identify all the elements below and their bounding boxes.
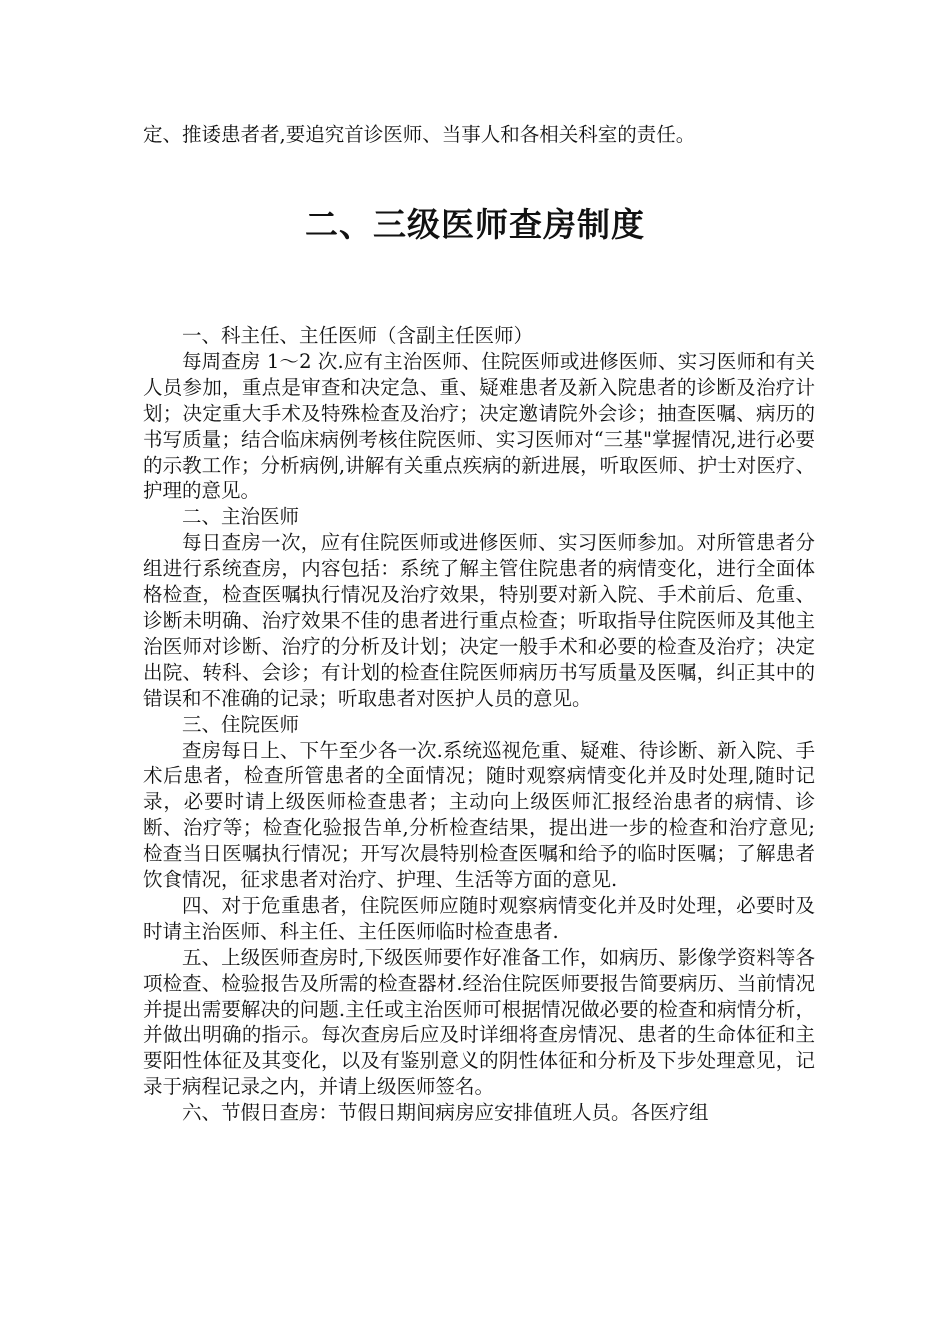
body-text xyxy=(143,323,815,1126)
section-title: 二、三级医师查房制度 xyxy=(305,205,645,244)
subheading-resident-physician: 三、住院医师 xyxy=(182,712,300,736)
paragraph-director-rounds: 每周查房 1～2 次.应有主治医师、住院医师或进修医师、实习医师和有关人员参加，重点是审查和决定急、重、疑难患者及新入院患者的诊断及治疗计划；决定重大手术及特殊检查及治疗；决定邀请院外会诊；抽查医嘱、病历的书写质量；结合临床病例考核住院医师、实习医师对“三基"掌握情况,进行必要的示教工作；分析病例,讲解有关重点疾病的新进展，听取医师、护士对医疗、护理的意见。 xyxy=(143,349,815,503)
paragraph-attending-rounds: 每日查房一次，应有住院医师或进修医师、实习医师参加。对所管患者分组进行系统查房，内容包括：系统了解主管住院患者的病情变化，进行全面体格检查，检查医嘱执行情况及治疗效果，特别要对新入院、手术前后、危重、诊断未明确、治疗效果不佳的患者进行重点检查；听取指导住院医师及其他主治医师对诊断、治疗的分析及计划；决定一般手术和必要的检查及治疗；决定出院、转科、会诊；有计划的检查住院医师病历书写质量及医嘱，纠正其中的错误和不准确的记录；听取患者对医护人员的意见。 xyxy=(143,531,815,710)
paragraph-resident-rounds: 查房每日上、下午至少各一次.系统巡视危重、疑难、待诊断、新入院、手术后患者，检查所管患者的全面情况；随时观察病情变化并及时处理,随时记录，必要时请上级医师检查患者；主动向上级医师汇报经治患者的病情、诊断、治疗等；检查化验报告单,分析检查结果，提出进一步的检查和治疗意见;检查当日医嘱执行情况；开写次晨特别检查医嘱和给予的临时医嘱；了解患者饮食情况，征求患者对治疗、护理、生活等方面的意见. xyxy=(143,738,815,892)
paragraph-holiday-rounds: 六、节假日查房：节假日期间病房应安排值班人员。各医疗组 xyxy=(182,1101,709,1125)
paragraph-senior-rounds-preparation: 五、上级医师查房时,下级医师要作好准备工作，如病历、影像学资料等各项检查、检验报告及所需的检查器材.经治住院医师要报告简要病历、当前情况并提出需要解决的问题.主任或主治医师可根据情况做必要的检查和病情分析，并做出明确的指示。每次查房后应及时详细将查房情况、患者的生命体征和主要阳性体征及其变化，以及有鉴别意义的阴性体征和分析及下步处理意见，记录于病程记录之内，并请上级医师签名。 xyxy=(143,945,815,1099)
subheading-department-director: 一、科主任、主任医师（含副主任医师） xyxy=(182,324,534,347)
paragraph-critical-patients: 四、对于危重患者，住院医师应随时观察病情变化并及时处理，必要时及时请主治医师、科主任、主任医师临时检查患者. xyxy=(143,893,815,943)
subheading-attending-physician: 二、主治医师 xyxy=(182,505,300,529)
carry-over-line: 定、推诿患者者,要追究首诊医师、当事人和各相关科室的责任。 xyxy=(143,123,696,146)
